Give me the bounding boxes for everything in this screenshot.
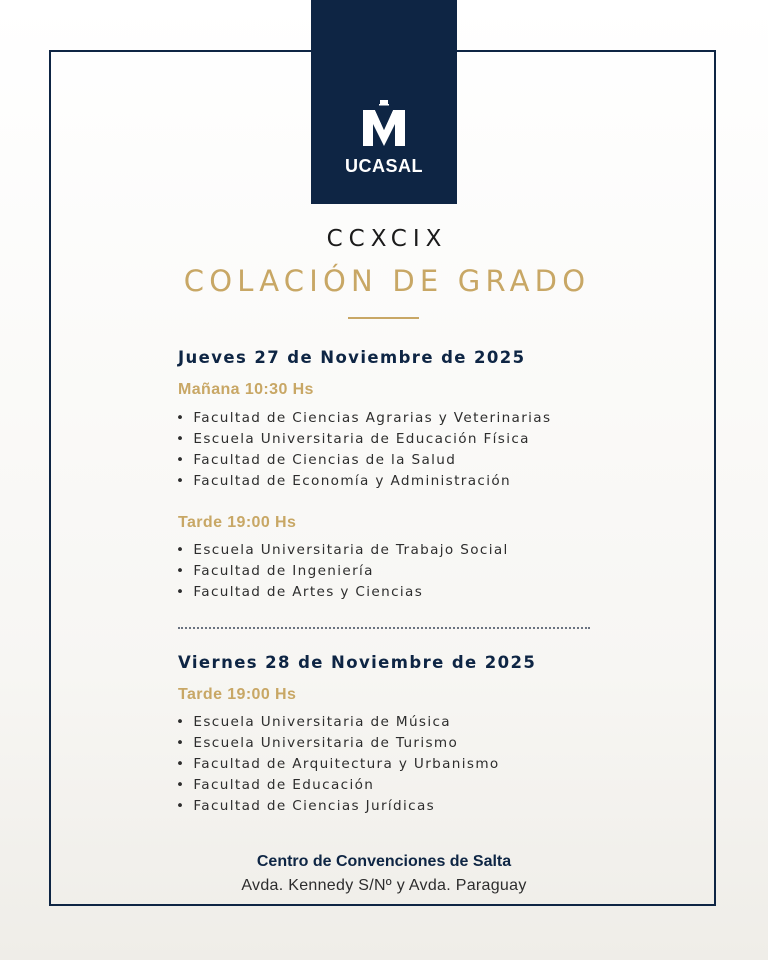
list-item: • Facultad de Ciencias Agrarias y Veterinarias (176, 408, 551, 429)
list-item: • Facultad de Ciencias de la Salud (176, 450, 551, 471)
session-list-evening (176, 540, 509, 603)
list-item: • Escuela Universitaria de Trabajo Social (176, 540, 509, 561)
list-item: • Escuela Universitaria de Turismo (176, 733, 500, 754)
list-item: • Escuela Universitaria de Educación Física (176, 429, 551, 450)
title-divider (348, 317, 419, 319)
logo-box (311, 0, 457, 204)
logo-wordmark: UCASAL (345, 156, 423, 176)
list-item: • Facultad de Economía y Administración (176, 471, 551, 492)
venue-address: Avda. Kennedy S/Nº y Avda. Paraguay (241, 877, 527, 894)
list-item: • Facultad de Ciencias Jurídicas (176, 796, 500, 817)
session-list-friday (176, 712, 500, 817)
session-list-morning (176, 408, 551, 492)
day-heading-friday: Viernes 28 de Noviembre de 2025 (178, 653, 537, 672)
day-heading-thursday: Jueves 27 de Noviembre de 2025 (178, 348, 526, 367)
session-time-morning: Mañana 10:30 Hs (178, 381, 314, 398)
list-item: • Facultad de Ingeniería (176, 561, 509, 582)
session-time-friday-evening: Tarde 19:00 Hs (178, 686, 297, 703)
page-title: COLACIÓN DE GRADO (183, 264, 591, 298)
edition-number: CCXCIX (326, 226, 448, 252)
list-item: • Facultad de Educación (176, 775, 500, 796)
dotted-divider (178, 627, 590, 629)
venue-name: Centro de Convenciones de Salta (256, 853, 512, 870)
list-item: • Facultad de Arquitectura y Urbanismo (176, 754, 500, 775)
ucasal-logo-icon (363, 100, 405, 150)
list-item: • Facultad de Artes y Ciencias (176, 582, 509, 603)
list-item: • Escuela Universitaria de Música (176, 712, 500, 733)
session-time-evening: Tarde 19:00 Hs (178, 514, 297, 531)
